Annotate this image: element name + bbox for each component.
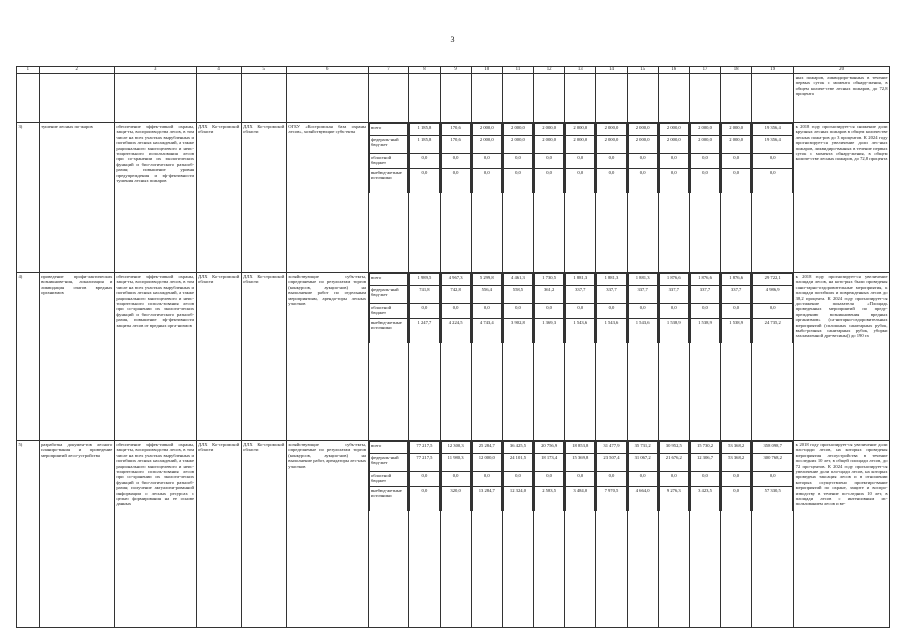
funding-value: 3 902,8	[503, 319, 532, 344]
funding-value: 0,0	[690, 154, 719, 169]
funding-value: 13 284,7	[472, 487, 501, 512]
row-number: 3)	[17, 123, 40, 273]
funding-values-column	[752, 273, 794, 441]
column-number: 6	[286, 67, 368, 74]
funding-value: 77 217,5	[410, 454, 439, 472]
column-number: 15	[627, 67, 658, 74]
funding-value: 12 306,7	[690, 454, 719, 472]
funding-values-column	[471, 123, 502, 273]
funding-value: 0,0	[722, 472, 751, 487]
funding-value: 0,0	[597, 304, 626, 319]
column-number: 1	[17, 67, 40, 74]
funding-value: 1 185,8	[410, 136, 439, 154]
responsible: хозяйствующие субъ-екты, определяемые по результатам торгов (конкурсов, аукцио-нов) на выполнение работ по отдельным мероприятиям, аренда-торы лесных участков	[286, 273, 368, 441]
funding-values-column	[502, 123, 533, 273]
carry-over-row	[17, 74, 890, 123]
funding-values-column	[440, 441, 471, 628]
executor: ДЛХ Ко-стромской области	[196, 273, 241, 441]
funding-value: 12 300,3	[441, 442, 470, 454]
funding-value: 0,0	[659, 472, 688, 487]
funding-value: 77 217,5	[410, 442, 439, 454]
funding-value: 0,0	[472, 169, 501, 194]
funding-source-label: всего	[369, 442, 408, 454]
funding-value: 1 989,5	[410, 274, 439, 286]
funding-value: 0,0	[503, 169, 532, 194]
measure-purpose: обеспечение эффек-тивной охраны, защи-ты, воспроизводства лесов, в том числе на всех участках вырубленных и погибших лесных насаждений, а также рационального многоцелевого и неис-тощительного использования лесов при со-хранении их экологических функций и био-логического разнооб-разия; повышение уровня предупреждения и эф-фективности тушения лесных пожаров	[114, 123, 196, 273]
funding-value: 21 676,2	[659, 454, 688, 472]
funding-value: 53 368,2	[722, 442, 751, 454]
funding-value: 0,0	[659, 304, 688, 319]
funding-value: 0,0	[566, 304, 595, 319]
funding-value: 1 543,6	[597, 319, 626, 344]
funding-value: 1 369,3	[535, 319, 564, 344]
funding-value: 2 000,0	[535, 124, 564, 136]
funding-value: 0,0	[690, 169, 719, 194]
funding-value: 5 299,8	[472, 274, 501, 286]
funding-value: 0,0	[628, 472, 657, 487]
funding-value: 2 000,0	[535, 136, 564, 154]
funding-value: 4 664,0	[628, 487, 657, 512]
funding-value: 0,0	[441, 472, 470, 487]
funding-source-label: областной бюджет	[369, 472, 408, 487]
funding-value: 2 000,0	[566, 136, 595, 154]
funding-value: 24 735,2	[753, 319, 793, 344]
funding-value: 18 853,8	[566, 442, 595, 454]
funding-value: 1 538,9	[659, 319, 688, 344]
expected-result: к 2018 году прогнозирует-ся снижение доли крупных лесных пожаров в общем количестве лесных пожа-ров до 3 процентов. К 2024 году прогнозирует-ся увеличение доли лес-ных пожаров, ликвидиро-ванных в течение первых суток с момента обнару-жения, в общем количе-стве лесных пожаров, до 72,8 процента	[794, 123, 890, 273]
funding-value: 1 538,9	[690, 319, 719, 344]
funding-values-column	[565, 441, 596, 628]
funding-sources	[368, 273, 409, 441]
measure-name: тушение лесных по-жаров	[39, 123, 114, 273]
measure-name: разработка докумен-тов лесного планиро-вания и проведение мероприятий лесо-устройства	[39, 441, 114, 628]
funding-value: 1 881,3	[628, 274, 657, 286]
funding-value: 7 970,5	[597, 487, 626, 512]
funding-value: 170,6	[441, 136, 470, 154]
funding-value: 556,4	[472, 286, 501, 304]
funding-source-label: областной бюджет	[369, 154, 408, 169]
funding-value: 35 731,2	[628, 442, 657, 454]
funding-value: 2 000,0	[597, 136, 626, 154]
funding-value: 4 967,3	[441, 274, 470, 286]
funding-value: 19 356,4	[753, 136, 793, 154]
funding-value: 0,0	[535, 304, 564, 319]
column-number: 2	[39, 67, 114, 74]
funding-value: 0,0	[690, 472, 719, 487]
funding-value: 2 000,0	[690, 124, 719, 136]
funding-value: 4 986,9	[753, 286, 793, 304]
funding-value: 0,0	[503, 304, 532, 319]
funding-source-label: внебюд-жетные источники	[369, 319, 408, 344]
funding-value: 0,0	[441, 304, 470, 319]
funding-value: 2 000,0	[472, 124, 501, 136]
funding-value: 300 768,2	[753, 454, 793, 472]
funding-value: 12 324,0	[503, 487, 532, 512]
expected-result: к 2018 году прогнозирует-ся увеличение доли пло-щади лесов, на которых проведены мероприятия лесоустройства в течение последних 10 лет, в общей площади лесов, до 72 про-центов. К 2024 году прогнозирует-ся увеличение доли пло-щади лесов, на которых проведена таксация лесов и в отношении которых осуществлено проектиро-вание мероприятий по охране, защите и воспро-изводству в течение по-следних 10 лет, в площади лесов с интенсивным ис-пользованием лесов и ве-	[794, 441, 890, 628]
funding-source-label: всего	[369, 274, 408, 286]
column-number: 9	[440, 67, 471, 74]
funding-value: 0,0	[410, 472, 439, 487]
responsible: ОГБУ «Костромская база охраны лесов», хозяйствующие субъ-екты	[286, 123, 368, 273]
funding-value: 0,0	[753, 304, 793, 319]
funding-value: 0,0	[753, 169, 793, 194]
funding-values-column	[409, 273, 440, 441]
funding-value: 1 876,6	[690, 274, 719, 286]
funding-value: 0,0	[410, 169, 439, 194]
funding-value: 20 756,9	[535, 442, 564, 454]
column-number: 5	[241, 67, 286, 74]
funding-value: 742,8	[441, 286, 470, 304]
row-number: 5)	[17, 441, 40, 628]
funding-value: 9 276,3	[659, 487, 688, 512]
column-number: 4	[196, 67, 241, 74]
executor: ДЛХ Ко-стромской области	[196, 441, 241, 628]
funding-value: 0,0	[628, 169, 657, 194]
funding-values-column	[565, 123, 596, 273]
funding-value: 18 173,4	[535, 454, 564, 472]
funding-values-column	[658, 273, 689, 441]
funding-values-column	[565, 273, 596, 441]
funding-value: 4 461,3	[503, 274, 532, 286]
funding-value: 12 000,0	[472, 454, 501, 472]
funding-value: 1 730,5	[535, 274, 564, 286]
program-row	[17, 441, 890, 628]
program-table	[16, 66, 890, 628]
funding-values-column	[534, 441, 565, 628]
column-number: 18	[721, 67, 752, 74]
funding-value: 358 098,7	[753, 442, 793, 454]
funding-source-label: областной бюджет	[369, 304, 408, 319]
funding-value: 57 330,5	[753, 487, 793, 512]
funding-values-column	[689, 123, 720, 273]
funding-values-column	[502, 273, 533, 441]
funding-values-column	[471, 441, 502, 628]
column-number-row	[17, 67, 890, 74]
funding-value: 0,0	[441, 169, 470, 194]
funding-value: 15 369,8	[566, 454, 595, 472]
funding-source-label: всего	[369, 124, 408, 136]
funding-values-column	[721, 441, 752, 628]
funding-values-column	[752, 441, 794, 628]
funding-value: 2 000,0	[690, 136, 719, 154]
funding-values-column	[721, 123, 752, 273]
measure-purpose: обеспечение эффек-тивной охраны, защи-ты, воспроизводства лесов, в том числе на всех участках вырубленных и погибших лесных насаждений, а также рационального многоцелевого и неис-тощительного исполь-зования лесов при со-хранении их экологи-ческих функций и био-логического разнооб-разия; получение актуализи-рованной информации о лесных ресурсах с целью формирования на ее основе данных	[114, 441, 196, 628]
funding-value: 31 477,9	[597, 442, 626, 454]
column-number: 16	[658, 67, 689, 74]
funding-values-column	[627, 273, 658, 441]
funding-values-column	[721, 273, 752, 441]
funding-value: 0,0	[535, 472, 564, 487]
funding-value: 1 876,6	[659, 274, 688, 286]
funding-value: 0,0	[690, 304, 719, 319]
funding-value: 2 000,0	[503, 124, 532, 136]
funding-value: 0,0	[597, 169, 626, 194]
funding-values-column	[689, 441, 720, 628]
funding-value: 0,0	[597, 154, 626, 169]
funding-value: 29 722,1	[753, 274, 793, 286]
funding-value: 24 101,5	[503, 454, 532, 472]
participant: ДЛХ Ко-стромской области	[241, 441, 286, 628]
funding-value: 0,0	[410, 487, 439, 512]
funding-source-label: федераль-ный бюд-жет	[369, 454, 408, 472]
funding-value: 36 425,5	[503, 442, 532, 454]
funding-value: 23 507,4	[597, 454, 626, 472]
funding-value: 741,8	[410, 286, 439, 304]
funding-value: 1 543,6	[628, 319, 657, 344]
column-number: 10	[471, 67, 502, 74]
column-number: 3	[114, 67, 196, 74]
funding-values-column	[596, 273, 627, 441]
carry-over-result: ных пожаров, ликвидиро-ванных в течение первых суток с момента обнару-жения, в общем количе-стве лесных пожаров, до 72,8 процента	[794, 74, 890, 123]
column-number: 20	[794, 67, 890, 74]
funding-value: 15 730,2	[690, 442, 719, 454]
funding-sources	[368, 441, 409, 628]
funding-value: 53 368,2	[722, 454, 751, 472]
funding-source-label: внебюд-жетные источники	[369, 169, 408, 194]
funding-value: 0,0	[472, 472, 501, 487]
funding-values-column	[409, 123, 440, 273]
funding-value: 25 284,7	[472, 442, 501, 454]
funding-value: 0,0	[722, 487, 751, 512]
funding-value: 2 000,0	[628, 136, 657, 154]
funding-values-column	[440, 273, 471, 441]
funding-value: 337,7	[659, 286, 688, 304]
funding-value: 2 000,0	[566, 124, 595, 136]
responsible: хозяйствующие субъ-екты, определяемые по результатам торгов (конкурсов, аукцио-нов) на выполнение работ, арендаторы лес-ных участков	[286, 441, 368, 628]
funding-value: 0,0	[535, 154, 564, 169]
funding-value: 337,7	[722, 286, 751, 304]
funding-values-column	[627, 441, 658, 628]
column-number: 13	[565, 67, 596, 74]
funding-value: 0,0	[566, 472, 595, 487]
funding-value: 1 876,6	[722, 274, 751, 286]
funding-values-column	[440, 123, 471, 273]
funding-value: 1 881,3	[597, 274, 626, 286]
funding-value: 0,0	[472, 154, 501, 169]
funding-values-column	[752, 123, 794, 273]
funding-value: 0,0	[753, 472, 793, 487]
funding-value: 170,6	[441, 124, 470, 136]
funding-value: 4 743,4	[472, 319, 501, 344]
funding-value: 0,0	[722, 304, 751, 319]
funding-value: 2 000,0	[659, 136, 688, 154]
funding-value: 0,0	[628, 154, 657, 169]
funding-value: 19 356,4	[753, 124, 793, 136]
funding-value: 337,7	[566, 286, 595, 304]
funding-source-label: федераль-ный бюд-жет	[369, 286, 408, 304]
column-number: 7	[368, 67, 409, 74]
funding-value: 0,0	[659, 154, 688, 169]
column-number: 12	[534, 67, 565, 74]
funding-value: 2 583,5	[535, 487, 564, 512]
expected-result: к 2018 году прогнозирует-ся увеличение площади лесов, на кото-рых были проведены сани-тарно-оздоровительные мероприятия, к площади погибших и поврежденных лесов до 38,2 процента. К 2024 году прогнозирует-ся достижение показателя «Площадь проведенных мероприятий по преду-преждению возникновения вредных организмов» (са-нитарно-оздоровительных мероприятий (сплошных санитарных рубок, выбо-рочных санитарных рубок, уборки захламленной дре-весины)) до 190 га	[794, 273, 890, 441]
page-number: 3	[450, 35, 455, 44]
funding-value: 1 185,8	[410, 124, 439, 136]
funding-source-label: федераль-ный бюд-жет	[369, 136, 408, 154]
funding-value: 2 000,0	[722, 136, 751, 154]
funding-value: 3 484,0	[566, 487, 595, 512]
funding-value: 1 538,9	[722, 319, 751, 344]
funding-value: 0,0	[628, 304, 657, 319]
funding-values-column	[502, 441, 533, 628]
funding-value: 0,0	[722, 154, 751, 169]
funding-value: 31 067,2	[628, 454, 657, 472]
funding-values-column	[658, 441, 689, 628]
funding-value: 0,0	[472, 304, 501, 319]
funding-value: 0,0	[410, 154, 439, 169]
funding-value: 2 000,0	[722, 124, 751, 136]
funding-values-column	[596, 441, 627, 628]
measure-name: проведение профи-лактических возникнове-ния, локализация и ликвидация очагов вредных организмов	[39, 273, 114, 441]
funding-value: 337,7	[628, 286, 657, 304]
funding-value: 0,0	[410, 304, 439, 319]
column-number: 14	[596, 67, 627, 74]
funding-value: 1 247,7	[410, 319, 439, 344]
funding-source-label: внебюд-жетные источники	[369, 487, 408, 512]
funding-values-column	[596, 123, 627, 273]
funding-values-column	[627, 123, 658, 273]
funding-value: 2 000,0	[472, 136, 501, 154]
funding-value: 0,0	[535, 169, 564, 194]
funding-value: 0,0	[566, 154, 595, 169]
funding-value: 337,7	[690, 286, 719, 304]
funding-value: 0,0	[753, 154, 793, 169]
measure-purpose: обеспечение эффек-тивной охраны, защи-ты, воспроизводства лесов, в том числе на всех участках вырубленных и погибших лесных насаждений, а также рационального многоцелевого и неис-тощительного исполь-зования лесов при со-хранении их экологи-ческих функций и био-логического разнооб-разия, повышение эф-фективности защиты лесов от вредных орга-низмов	[114, 273, 196, 441]
funding-value: 0,0	[566, 169, 595, 194]
participant: ДЛХ Ко-стромской области	[241, 123, 286, 273]
funding-values-column	[534, 273, 565, 441]
column-number: 17	[689, 67, 720, 74]
program-row	[17, 123, 890, 273]
row-number: 4)	[17, 273, 40, 441]
funding-value: 337,7	[597, 286, 626, 304]
funding-value: 0,0	[441, 154, 470, 169]
program-row	[17, 273, 890, 441]
funding-value: 2 000,0	[628, 124, 657, 136]
funding-values-column	[689, 273, 720, 441]
funding-sources	[368, 123, 409, 273]
funding-value: 320,0	[441, 487, 470, 512]
funding-value: 0,0	[722, 169, 751, 194]
funding-value: 30 952,5	[659, 442, 688, 454]
funding-values-column	[409, 441, 440, 628]
funding-values-column	[534, 123, 565, 273]
funding-values-column	[471, 273, 502, 441]
funding-values-column	[658, 123, 689, 273]
funding-value: 2 000,0	[503, 136, 532, 154]
funding-value: 361,2	[535, 286, 564, 304]
column-number: 8	[409, 67, 440, 74]
funding-value: 3 423,5	[690, 487, 719, 512]
funding-value: 0,0	[503, 472, 532, 487]
funding-value: 1 881,3	[566, 274, 595, 286]
funding-value: 11 980,3	[441, 454, 470, 472]
column-number: 11	[502, 67, 533, 74]
funding-value: 0,0	[503, 154, 532, 169]
executor: ДЛХ Ко-стромской области	[196, 123, 241, 273]
funding-value: 2 000,0	[659, 124, 688, 136]
funding-value: 0,0	[597, 472, 626, 487]
funding-value: 1 543,6	[566, 319, 595, 344]
funding-value: 0,0	[659, 169, 688, 194]
funding-value: 2 000,0	[597, 124, 626, 136]
participant: ДЛХ Ко-стромской области	[241, 273, 286, 441]
funding-value: 4 224,5	[441, 319, 470, 344]
column-number: 19	[752, 67, 794, 74]
funding-value: 558,5	[503, 286, 532, 304]
